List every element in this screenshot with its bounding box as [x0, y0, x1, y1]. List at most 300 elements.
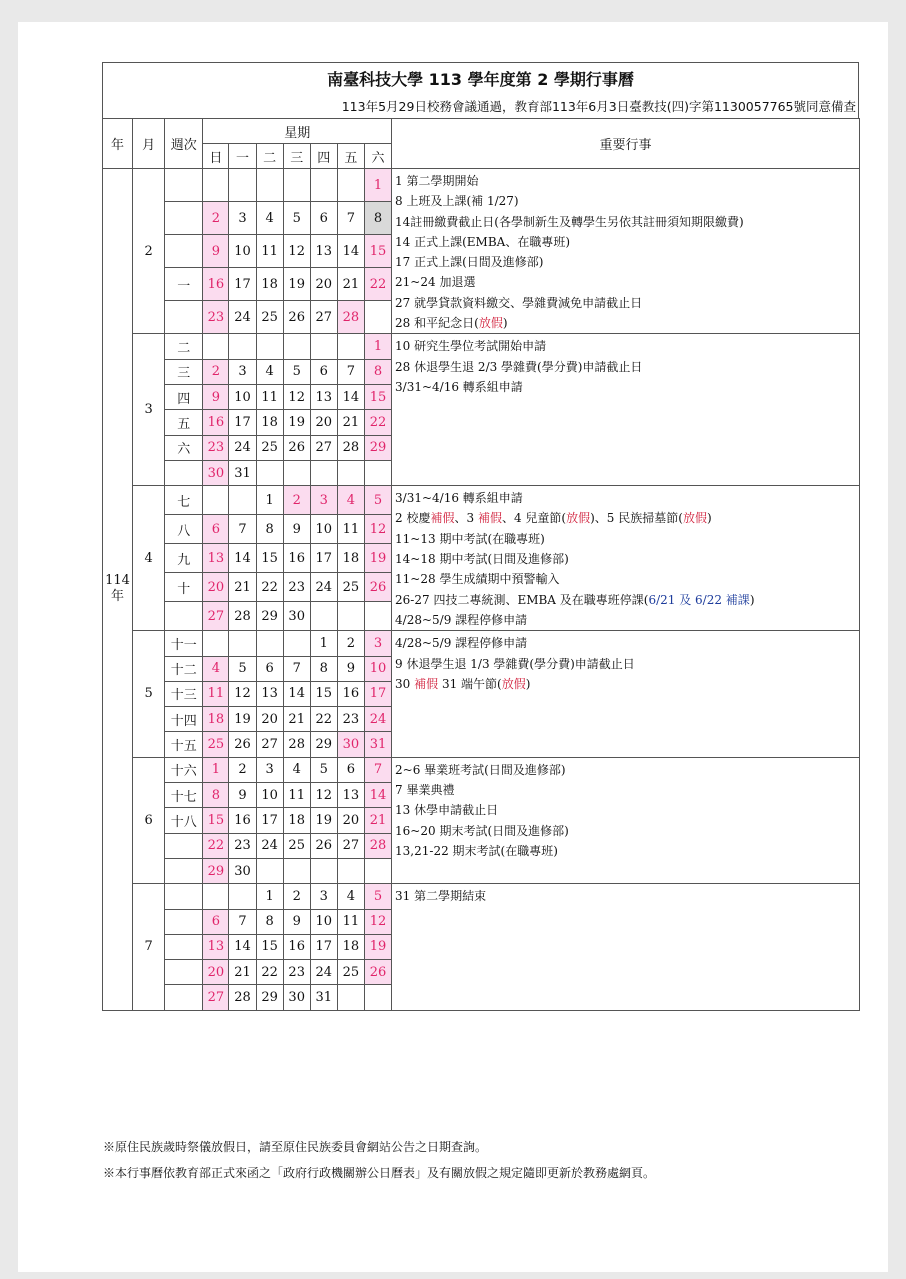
- day-cell: 1: [256, 486, 283, 515]
- day-cell: 1: [364, 334, 391, 359]
- day-cell: 21: [337, 410, 364, 435]
- day-cell: 6: [310, 359, 337, 384]
- day-cell: [256, 858, 283, 883]
- day-cell: 2: [283, 884, 310, 909]
- event-line: [395, 293, 859, 313]
- day-cell: 28: [283, 732, 310, 757]
- day-cell: 1: [256, 884, 283, 909]
- event-line: [395, 488, 859, 508]
- day-cell: 31: [229, 460, 256, 485]
- day-cell: 6: [256, 656, 283, 681]
- events-cell: [392, 334, 860, 486]
- day-cell: [283, 460, 310, 485]
- footnote: ※原住民族歲時祭儀放假日，請至原住民族委員會網站公告之日期查詢。: [103, 1140, 488, 1154]
- day-cell: 17: [310, 934, 337, 959]
- week-number-cell: [165, 460, 203, 485]
- day-cell: 25: [256, 301, 283, 334]
- day-cell: 13: [337, 783, 364, 808]
- event-line: [395, 377, 859, 397]
- event-line: [395, 336, 859, 356]
- day-cell: 24: [256, 833, 283, 858]
- day-cell: 3: [310, 884, 337, 909]
- week-number-cell: [165, 934, 203, 959]
- day-cell: 17: [229, 410, 256, 435]
- day-cell: 25: [337, 573, 364, 602]
- events-cell: [392, 757, 860, 883]
- day-cell: 11: [256, 235, 283, 268]
- event-text: 10 研究生學位考試開始申請: [395, 339, 547, 354]
- day-cell: 30: [283, 985, 310, 1010]
- day-cell: 29: [310, 732, 337, 757]
- day-cell: 3: [364, 631, 391, 656]
- day-cell: [203, 334, 229, 359]
- day-cell: 25: [256, 435, 283, 460]
- day-cell: 25: [203, 732, 229, 757]
- holiday-mark: 補假: [414, 676, 439, 691]
- event-line: [395, 800, 859, 820]
- day-cell: [310, 460, 337, 485]
- day-cell: 17: [364, 681, 391, 706]
- day-cell: 8: [364, 359, 391, 384]
- day-cell: 30: [337, 732, 364, 757]
- day-cell: 12: [364, 515, 391, 544]
- header-weekday: 五: [337, 144, 364, 169]
- day-cell: 12: [283, 384, 310, 409]
- day-cell: 12: [283, 235, 310, 268]
- day-cell: 11: [337, 515, 364, 544]
- header-month: 月: [133, 119, 165, 169]
- event-line: [395, 313, 859, 333]
- day-cell: 22: [256, 960, 283, 985]
- week-row: [103, 486, 860, 515]
- day-cell: 26: [364, 960, 391, 985]
- event-line: [395, 654, 859, 674]
- day-cell: 11: [337, 909, 364, 934]
- event-line: [395, 272, 859, 292]
- day-cell: 15: [203, 808, 229, 833]
- day-cell: [283, 858, 310, 883]
- month-cell: 2: [133, 169, 165, 334]
- day-cell: 12: [229, 681, 256, 706]
- day-cell: 12: [310, 783, 337, 808]
- day-cell: 7: [229, 909, 256, 934]
- day-cell: 27: [310, 301, 337, 334]
- day-cell: [203, 631, 229, 656]
- day-cell: 2: [283, 486, 310, 515]
- day-cell: 23: [283, 573, 310, 602]
- event-text: 1 第二學期開始: [395, 174, 479, 188]
- day-cell: [364, 985, 391, 1010]
- event-text: 、3: [454, 511, 478, 526]
- day-cell: 20: [203, 960, 229, 985]
- event-text: 27 就學貸款資料繳交、學雜費減免申請截止日: [395, 295, 643, 310]
- day-cell: 15: [364, 235, 391, 268]
- event-text: 8 上班及上課(補 1/27): [395, 194, 519, 209]
- day-cell: 16: [229, 808, 256, 833]
- day-cell: 15: [364, 384, 391, 409]
- day-cell: 13: [310, 235, 337, 268]
- day-cell: [337, 334, 364, 359]
- day-cell: [256, 460, 283, 485]
- day-cell: 11: [256, 384, 283, 409]
- day-cell: 6: [310, 202, 337, 235]
- header-weekday: 日: [203, 144, 229, 169]
- day-cell: 3: [229, 359, 256, 384]
- day-cell: 5: [283, 359, 310, 384]
- day-cell: 14: [364, 783, 391, 808]
- week-number-cell: 五: [165, 410, 203, 435]
- event-line: [395, 821, 859, 841]
- day-cell: 21: [364, 808, 391, 833]
- day-cell: [337, 460, 364, 485]
- week-number-cell: 三: [165, 359, 203, 384]
- day-cell: 14: [229, 934, 256, 959]
- week-number-cell: 四: [165, 384, 203, 409]
- day-cell: [203, 169, 229, 202]
- event-line: [395, 841, 859, 861]
- week-number-cell: [165, 169, 203, 202]
- week-number-cell: [165, 833, 203, 858]
- day-cell: 20: [337, 808, 364, 833]
- event-line: [395, 529, 859, 549]
- event-text: 28 休退學生退 2/3 學雜費(學分費)申請截止日: [395, 359, 643, 374]
- header-weekday: 三: [283, 144, 310, 169]
- holiday-mark: 放假: [682, 511, 707, 526]
- day-cell: 4: [256, 202, 283, 235]
- day-cell: 29: [256, 985, 283, 1010]
- day-cell: 3: [310, 486, 337, 515]
- event-line: [395, 760, 859, 780]
- day-cell: 16: [337, 681, 364, 706]
- day-cell: 26: [229, 732, 256, 757]
- holiday-mark: 補假: [477, 511, 502, 526]
- day-cell: [203, 884, 229, 909]
- day-cell: 5: [310, 757, 337, 782]
- week-number-cell: [165, 301, 203, 334]
- day-cell: 20: [256, 707, 283, 732]
- day-cell: 4: [256, 359, 283, 384]
- event-text: 14~18 期中考試(日間及進修部): [395, 552, 569, 567]
- day-cell: 9: [283, 909, 310, 934]
- event-text: 21~24 加退選: [395, 275, 476, 290]
- day-cell: 7: [364, 757, 391, 782]
- week-number-cell: 七: [165, 486, 203, 515]
- day-cell: 5: [364, 884, 391, 909]
- day-cell: 24: [229, 435, 256, 460]
- event-text: 3/31~4/16 轉系組申請: [395, 491, 523, 506]
- day-cell: [283, 334, 310, 359]
- day-cell: 14: [337, 235, 364, 268]
- events-cell: [392, 169, 860, 334]
- week-number-cell: 二: [165, 334, 203, 359]
- day-cell: 25: [283, 833, 310, 858]
- day-cell: [229, 334, 256, 359]
- event-text: 30: [395, 676, 415, 691]
- day-cell: 19: [229, 707, 256, 732]
- event-line: [395, 212, 859, 232]
- day-cell: [256, 169, 283, 202]
- day-cell: 8: [364, 202, 391, 235]
- event-line: [395, 633, 859, 653]
- day-cell: 11: [283, 783, 310, 808]
- day-cell: 22: [364, 268, 391, 301]
- day-cell: 23: [337, 707, 364, 732]
- header-weekday-group: 星期: [203, 119, 392, 144]
- day-cell: 24: [229, 301, 256, 334]
- event-line: [395, 780, 859, 800]
- day-cell: 6: [337, 757, 364, 782]
- day-cell: 18: [203, 707, 229, 732]
- day-cell: 26: [364, 573, 391, 602]
- day-cell: 13: [310, 384, 337, 409]
- event-text: 31 第二學期結束: [395, 889, 487, 904]
- month-cell: 7: [133, 884, 165, 1010]
- event-line: [395, 171, 859, 191]
- event-line: [395, 232, 859, 252]
- day-cell: 9: [229, 783, 256, 808]
- week-number-cell: 一: [165, 268, 203, 301]
- day-cell: 15: [256, 934, 283, 959]
- holiday-mark: 補假: [430, 511, 455, 526]
- event-text: 26-27 四技二專統測、EMBA 及在職專班停課(: [395, 592, 649, 607]
- day-cell: 18: [256, 410, 283, 435]
- events-cell: [392, 884, 860, 1010]
- title-block: [102, 62, 859, 118]
- event-text: 13 休學申請截止日: [395, 803, 499, 818]
- day-cell: 8: [256, 909, 283, 934]
- day-cell: 4: [337, 486, 364, 515]
- week-number-cell: [165, 909, 203, 934]
- day-cell: 2: [337, 631, 364, 656]
- day-cell: [310, 169, 337, 202]
- event-text: 14註冊繳費截止日(各學制新生及轉學生另依其註冊須知期限繳費): [395, 214, 744, 229]
- day-cell: 23: [203, 435, 229, 460]
- day-cell: 18: [256, 268, 283, 301]
- day-cell: 19: [283, 268, 310, 301]
- event-text: ): [749, 592, 755, 607]
- event-text: 9 休退學生退 1/3 學雜費(學分費)申請截止日: [395, 656, 635, 671]
- day-cell: 24: [364, 707, 391, 732]
- day-cell: 26: [310, 833, 337, 858]
- day-cell: 7: [337, 202, 364, 235]
- day-cell: 4: [337, 884, 364, 909]
- week-number-cell: [165, 235, 203, 268]
- week-number-cell: 十七: [165, 783, 203, 808]
- day-cell: 20: [310, 410, 337, 435]
- day-cell: 3: [256, 757, 283, 782]
- day-cell: 26: [283, 301, 310, 334]
- day-cell: 19: [283, 410, 310, 435]
- day-cell: 22: [310, 707, 337, 732]
- day-cell: 6: [203, 909, 229, 934]
- day-cell: 10: [256, 783, 283, 808]
- day-cell: 23: [283, 960, 310, 985]
- event-line: [395, 191, 859, 211]
- week-number-cell: [165, 858, 203, 883]
- week-number-cell: 十一: [165, 631, 203, 656]
- day-cell: 5: [283, 202, 310, 235]
- day-cell: 28: [229, 985, 256, 1010]
- day-cell: 15: [256, 544, 283, 573]
- header-weekday: 一: [229, 144, 256, 169]
- holiday-mark: 放假: [478, 316, 503, 331]
- day-cell: 14: [229, 544, 256, 573]
- day-cell: 18: [283, 808, 310, 833]
- day-cell: [364, 858, 391, 883]
- event-text: 4/28~5/9 課程停修申請: [395, 612, 528, 627]
- day-cell: 6: [203, 515, 229, 544]
- day-cell: 1: [310, 631, 337, 656]
- calendar-body: [103, 169, 860, 1011]
- year-suffix: 年: [111, 589, 125, 605]
- day-cell: 19: [310, 808, 337, 833]
- day-cell: 9: [203, 235, 229, 268]
- event-text: 11~13 期中考試(在職專班): [395, 531, 545, 546]
- event-line: [395, 886, 859, 906]
- day-cell: 28: [337, 301, 364, 334]
- day-cell: 21: [229, 960, 256, 985]
- week-row: [103, 757, 860, 782]
- week-number-cell: 八: [165, 515, 203, 544]
- day-cell: [364, 602, 391, 631]
- week-number-cell: 十: [165, 573, 203, 602]
- day-cell: [310, 334, 337, 359]
- day-cell: [256, 334, 283, 359]
- day-cell: 30: [203, 460, 229, 485]
- day-cell: 9: [337, 656, 364, 681]
- event-line: [395, 569, 859, 589]
- week-number-cell: 六: [165, 435, 203, 460]
- day-cell: 31: [310, 985, 337, 1010]
- day-cell: 12: [364, 909, 391, 934]
- day-cell: 10: [310, 515, 337, 544]
- day-cell: 5: [229, 656, 256, 681]
- day-cell: 15: [310, 681, 337, 706]
- event-line: [395, 508, 859, 528]
- week-number-cell: 十六: [165, 757, 203, 782]
- day-cell: 29: [364, 435, 391, 460]
- month-cell: 3: [133, 334, 165, 486]
- day-cell: 29: [203, 858, 229, 883]
- day-cell: 16: [203, 410, 229, 435]
- day-cell: [337, 985, 364, 1010]
- week-number-cell: 十八: [165, 808, 203, 833]
- event-text: 2 校慶: [395, 511, 431, 526]
- day-cell: 27: [203, 602, 229, 631]
- day-cell: 27: [203, 985, 229, 1010]
- event-text: ): [706, 511, 712, 526]
- day-cell: 19: [364, 544, 391, 573]
- event-text: 、4 兒童節(: [501, 511, 567, 526]
- day-cell: 21: [337, 268, 364, 301]
- day-cell: 27: [337, 833, 364, 858]
- day-cell: 7: [229, 515, 256, 544]
- event-line: [395, 610, 859, 630]
- event-line: [395, 357, 859, 377]
- day-cell: 8: [310, 656, 337, 681]
- day-cell: 9: [283, 515, 310, 544]
- day-cell: 20: [310, 268, 337, 301]
- day-cell: 18: [337, 934, 364, 959]
- day-cell: 13: [203, 544, 229, 573]
- events-cell: [392, 486, 860, 631]
- day-cell: [203, 486, 229, 515]
- holiday-mark: 放假: [566, 511, 591, 526]
- event-text: 28 和平紀念日(: [395, 316, 479, 331]
- day-cell: [229, 884, 256, 909]
- day-cell: [337, 602, 364, 631]
- day-cell: 2: [229, 757, 256, 782]
- day-cell: 30: [283, 602, 310, 631]
- event-text: 17 正式上課(日間及進修部): [395, 255, 544, 270]
- day-cell: 21: [229, 573, 256, 602]
- event-text: ): [525, 676, 531, 691]
- day-cell: 24: [310, 960, 337, 985]
- day-cell: 23: [203, 301, 229, 334]
- month-cell: 6: [133, 757, 165, 883]
- holiday-mark: 放假: [501, 676, 526, 691]
- day-cell: [229, 631, 256, 656]
- header-weekday: 四: [310, 144, 337, 169]
- week-number-cell: [165, 202, 203, 235]
- day-cell: 9: [203, 384, 229, 409]
- day-cell: 31: [364, 732, 391, 757]
- event-text: )、5 民族掃墓節(: [590, 511, 683, 526]
- event-line: [395, 674, 859, 694]
- day-cell: [229, 486, 256, 515]
- event-text: 3/31~4/16 轉系組申請: [395, 379, 523, 394]
- event-line: [395, 252, 859, 272]
- day-cell: 2: [203, 359, 229, 384]
- day-cell: 17: [310, 544, 337, 573]
- event-text: 2~6 畢業班考試(日間及進修部): [395, 762, 566, 777]
- day-cell: 10: [364, 656, 391, 681]
- month-cell: 5: [133, 631, 165, 757]
- week-number-cell: 九: [165, 544, 203, 573]
- week-number-cell: 十三: [165, 681, 203, 706]
- header-weekday: 六: [364, 144, 391, 169]
- event-text: 13,21-22 期末考試(在職專班): [395, 843, 558, 858]
- event-text: 7 畢業典禮: [395, 783, 455, 798]
- day-cell: 8: [203, 783, 229, 808]
- day-cell: 22: [203, 833, 229, 858]
- day-cell: 28: [337, 435, 364, 460]
- header-week: 週次: [165, 119, 203, 169]
- academic-calendar-table: [102, 118, 860, 1011]
- day-cell: 10: [310, 909, 337, 934]
- day-cell: 5: [364, 486, 391, 515]
- day-cell: 10: [229, 235, 256, 268]
- day-cell: 11: [203, 681, 229, 706]
- footnotes: [103, 1134, 655, 1186]
- day-cell: [256, 631, 283, 656]
- day-cell: 17: [229, 268, 256, 301]
- day-cell: 21: [283, 707, 310, 732]
- day-cell: 28: [229, 602, 256, 631]
- week-number-cell: 十二: [165, 656, 203, 681]
- day-cell: 22: [364, 410, 391, 435]
- day-cell: 3: [229, 202, 256, 235]
- day-cell: [310, 602, 337, 631]
- year-number: 114: [105, 573, 130, 589]
- makeup-class-note: 6/21 及 6/22 補課: [648, 592, 750, 607]
- event-text: 4/28~5/9 課程停修申請: [395, 636, 528, 651]
- day-cell: 17: [256, 808, 283, 833]
- week-number-cell: [165, 602, 203, 631]
- day-cell: 22: [256, 573, 283, 602]
- day-cell: 18: [337, 544, 364, 573]
- day-cell: 28: [364, 833, 391, 858]
